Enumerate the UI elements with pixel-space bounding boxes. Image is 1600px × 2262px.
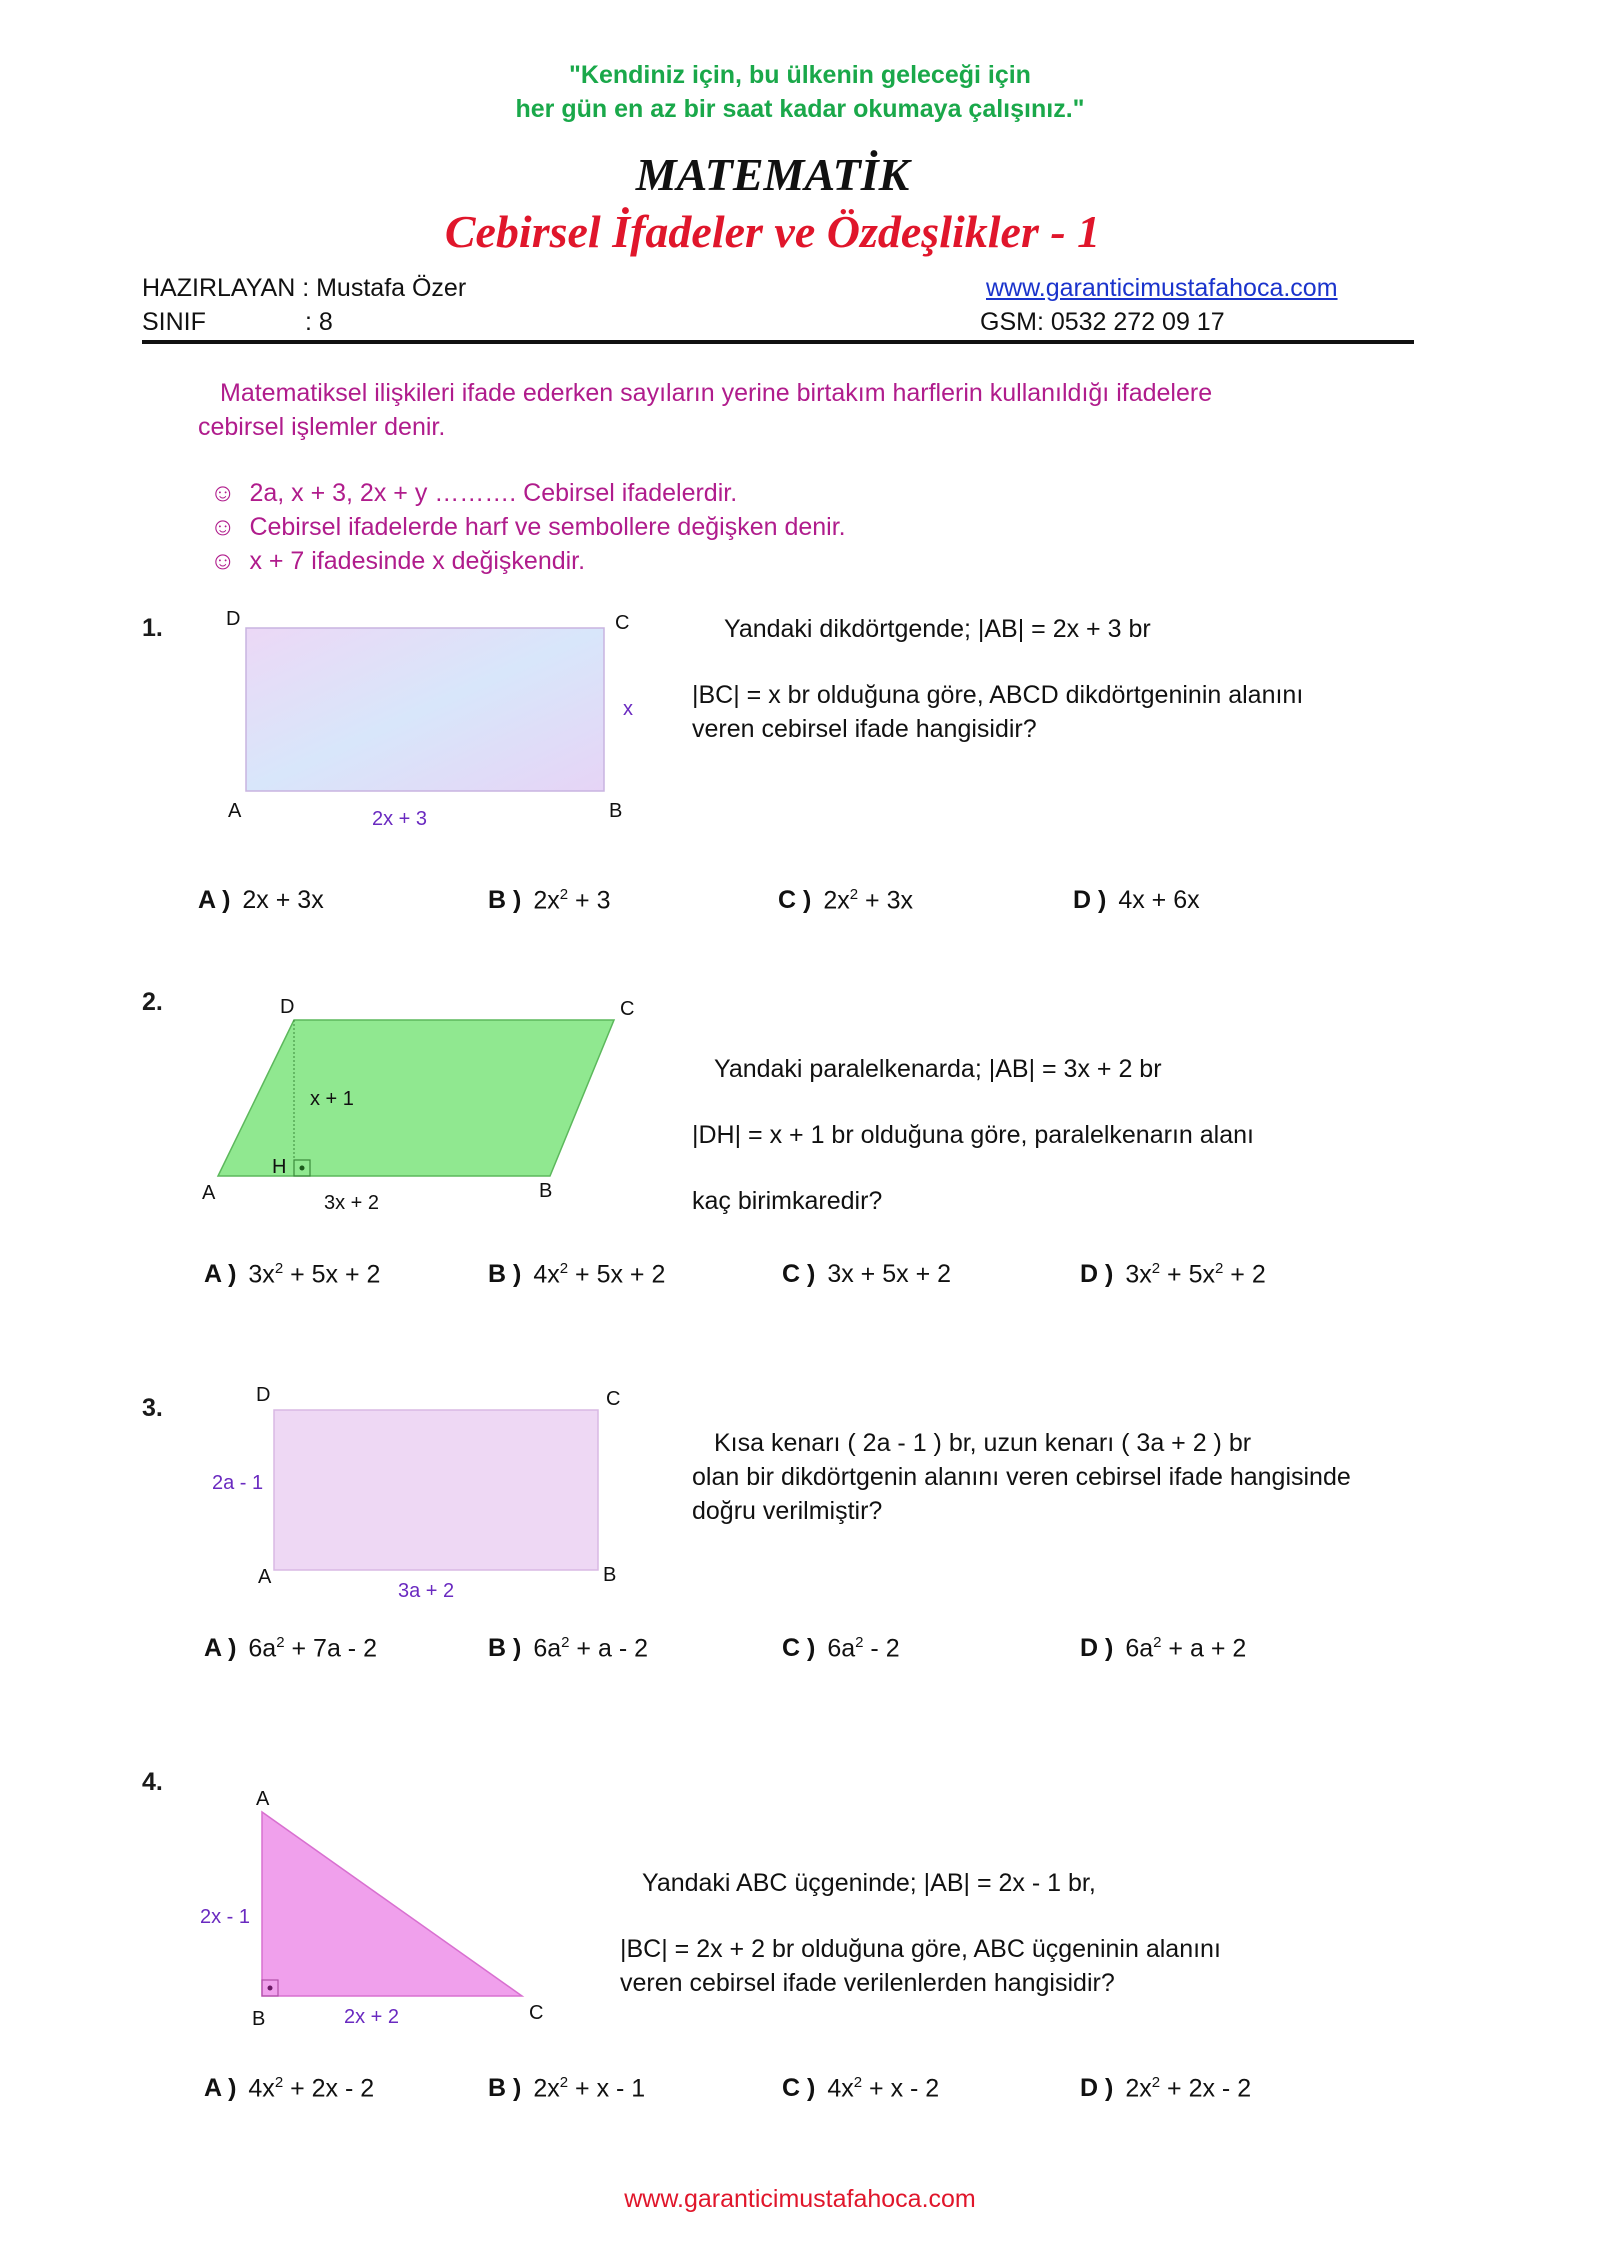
question-text-line: Yandaki paralelkenarda; |AB| = 3x + 2 br [714,1055,1162,1083]
rectangle-figure [200,600,660,840]
question-text-line: olan bir dikdörtgenin alanını veren cebirsel ifade hangisinde [692,1463,1351,1491]
side-label-bc: 2x + 2 [344,2006,400,2028]
question-text-line: veren cebirsel ifade hangisidir? [692,715,1037,743]
answer-option-d[interactable]: D ) $3x^2 + 5x^2 + 2$ [1080,1260,1266,1289]
smiley-icon: ☺ [210,547,236,575]
question-number: 1. [142,614,163,642]
rectangle-shape [246,628,604,791]
side-label-ab: 2x + 3 [372,808,428,830]
footer-website[interactable]: www.garanticimustafahoca.com [624,2185,976,2213]
right-angle-dot [300,1166,305,1171]
bullet-text: 2a, x + 3, 2x + y ………. Cebirsel ifadelerdir. [249,479,738,507]
side-label-ad: 2a - 1 [212,1472,264,1494]
side-label-ab: 2x - 1 [200,1906,251,1928]
smiley-icon: ☺ [210,513,236,541]
answer-option-d[interactable]: D ) $2x^2 + 2x - 2$ [1080,2074,1252,2103]
right-angle-dot [268,1986,273,1991]
vertex-label-a: A [202,1182,216,1204]
class-label: SINIF [142,308,206,336]
intro-bullet [210,544,585,578]
question-text-line: veren cebirsel ifade verilenlerden hangisidir? [620,1969,1115,1997]
question-number: 4. [142,1768,163,1796]
quote-line-1: "Kendiniz için, bu ülkenin geleceği için [569,61,1031,89]
intro-bullet [210,510,846,544]
answer-option-a[interactable]: A ) $4x^2 + 2x - 2$ [204,2074,375,2103]
answer-option-b[interactable]: B ) $2x^2 + x - 1$ [488,2074,646,2103]
side-label-bc: x [623,698,633,720]
question-text-line: |BC| = 2x + 2 br olduğuna göre, ABC üçgeninin alanını [620,1935,1221,1963]
question-number: 3. [142,1394,163,1422]
answer-option-a[interactable]: A ) 2x + 3x [198,886,324,914]
height-label-dh: x + 1 [310,1088,354,1110]
intro-line-2: cebirsel işlemler denir. [198,413,446,441]
vertex-label-d: D [256,1384,271,1406]
question-text-line: |DH| = x + 1 br olduğuna göre, paralelkenarın alanı [692,1121,1254,1149]
triangle-shape [262,1812,522,1996]
answer-option-a[interactable]: A ) $3x^2 + 5x + 2$ [204,1260,381,1289]
vertex-label-b: B [609,800,623,822]
answer-option-b[interactable]: B ) $4x^2 + 5x + 2$ [488,1260,666,1289]
smiley-icon: ☺ [210,479,236,507]
answer-option-c[interactable]: C ) $4x^2 + x - 2$ [782,2074,940,2103]
topic-title: Cebirsel İfadeler ve Özdeşlikler - 1 [444,206,1101,257]
question-text-line: |BC| = x br olduğuna göre, ABCD dikdörtgeninin alanını [692,681,1304,709]
triangle-figure [200,1780,560,2020]
answer-option-a[interactable]: A ) $6a^2 + 7a - 2$ [204,1634,377,1663]
parallelogram-shape [218,1020,614,1176]
bullet-text: x + 7 ifadesinde x değişkendir. [249,547,586,575]
question-text-line: Yandaki dikdörtgende; |AB| = 2x + 3 br [724,615,1151,643]
class-value: : 8 [305,308,333,336]
vertex-label-a: A [228,800,242,822]
quote-line-2: her gün en az bir saat kadar okumaya çalışınız." [515,95,1085,123]
vertex-label-c: C [620,998,635,1020]
question-text-line: Yandaki ABC üçgeninde; |AB| = 2x - 1 br, [642,1869,1096,1897]
website-link-text[interactable]: www.garanticimustafahoca.com [986,274,1338,302]
vertex-label-a: A [256,1788,270,1810]
website-link[interactable] [986,274,1338,303]
vertex-label-d: D [226,608,241,630]
question-text-line: Kısa kenarı ( 2a - 1 ) br, uzun kenarı ( 3a + 2 ) br [714,1429,1252,1457]
answer-option-d[interactable]: D ) $6a^2 + a + 2$ [1080,1634,1247,1663]
author-label: HAZIRLAYAN : Mustafa Özer [142,274,467,302]
vertex-label-c: C [606,1388,621,1410]
rectangle-shape [274,1410,598,1570]
question-text-line: kaç birimkaredir? [692,1187,883,1215]
vertex-label-c: C [529,2002,544,2024]
answer-option-c[interactable]: C ) $2x^2 + 3x$ [778,886,913,915]
answer-option-d[interactable]: D ) 4x + 6x [1073,886,1200,914]
vertex-label-b: B [603,1564,617,1586]
vertex-label-b: B [539,1180,553,1202]
intro-line-1: Matematiksel ilişkileri ifade ederken sayıların yerine birtakım harflerin kullanıldığı ifadelere [220,379,1213,407]
answer-option-b[interactable]: B ) $2x^2 + 3$ [488,886,611,915]
vertex-label-a: A [258,1566,272,1588]
vertex-label-h: H [272,1156,287,1178]
vertex-label-c: C [615,612,630,634]
question-text-line: doğru verilmiştir? [692,1497,883,1525]
answer-option-b[interactable]: B ) $6a^2 + a - 2$ [488,1634,648,1663]
intro-bullet [210,476,737,510]
vertex-label-b: B [252,2008,266,2030]
phone-number: GSM: 0532 272 09 17 [980,308,1225,336]
subject-title: MATEMATİK [635,149,910,200]
side-label-ab: 3a + 2 [398,1580,455,1602]
side-label-ab: 3x + 2 [324,1192,380,1214]
answer-option-c[interactable]: C ) 3x + 5x + 2 [782,1260,952,1288]
answer-option-c[interactable]: C ) $6a^2 - 2$ [782,1634,900,1663]
header-divider [142,340,1414,344]
vertex-label-d: D [280,996,295,1018]
parallelogram-figure [200,990,640,1210]
question-number: 2. [142,988,163,1016]
bullet-text: Cebirsel ifadelerde harf ve sembollere değişken denir. [249,513,846,541]
